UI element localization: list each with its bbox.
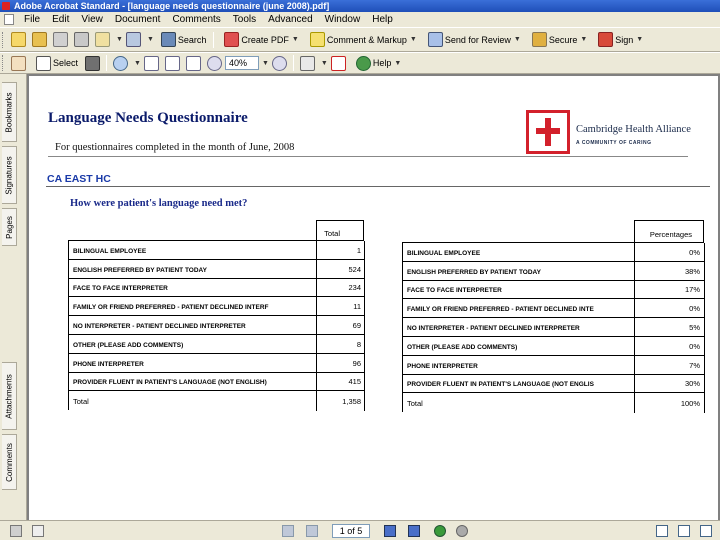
continuous-layout-icon[interactable] [678, 525, 690, 537]
toolbar-grip[interactable] [2, 32, 5, 48]
table-row [403, 375, 705, 394]
send-review-caret: ▼ [513, 36, 521, 43]
actual-size-icon[interactable] [144, 56, 159, 71]
menu-view[interactable]: View [81, 14, 103, 25]
percentages-table [402, 220, 704, 412]
menu-comments[interactable]: Comments [172, 14, 221, 25]
document-title: Language Needs Questionnaire [48, 110, 248, 126]
totals-table [68, 220, 364, 410]
first-page-icon[interactable] [282, 525, 294, 537]
table-row [403, 393, 705, 412]
navigation-panel [0, 74, 27, 520]
table-row [69, 297, 365, 316]
menu-document[interactable]: Document [114, 14, 161, 25]
table-row [69, 354, 365, 373]
snapshot-camera-icon[interactable] [85, 56, 100, 71]
tab-bookmarks[interactable] [2, 82, 17, 142]
send-review-label: Send for Review [444, 34, 511, 45]
help-question-icon [356, 56, 371, 71]
row-value: 100% [680, 399, 700, 409]
search-binoculars-icon [161, 32, 176, 47]
zoom-in-icon[interactable] [113, 56, 128, 71]
fit-page-icon[interactable] [165, 56, 180, 71]
email-icon[interactable] [95, 32, 110, 47]
tab-signatures[interactable] [2, 146, 17, 204]
row-label: Total [73, 397, 89, 407]
create-pdf-icon [224, 32, 239, 47]
row-value: 0% [689, 341, 700, 351]
acrobat-app-icon [2, 2, 10, 10]
tab-signatures-label: Signatures [4, 155, 14, 195]
row-value: 30% [684, 379, 700, 389]
toolbar-separator [106, 55, 107, 71]
secure-label: Secure [548, 34, 578, 45]
table-row [69, 373, 365, 392]
secure-button[interactable] [529, 32, 587, 47]
row-label: OTHER (PLEASE ADD COMMENTS) [73, 341, 184, 349]
print-icon[interactable] [74, 32, 89, 47]
row-label: OTHER (PLEASE ADD COMMENTS) [407, 343, 518, 351]
row-value: 11 [353, 302, 361, 312]
comment-markup-icon [310, 32, 325, 47]
comment-markup-caret: ▼ [409, 36, 417, 43]
page-number-field[interactable]: 1 of 5 [332, 524, 370, 538]
row-value: 234 [348, 283, 361, 293]
document-icon[interactable] [4, 14, 14, 25]
open-folder-icon[interactable] [32, 32, 47, 47]
logo-tagline: A COMMUNITY OF CARING [576, 140, 652, 146]
send-review-icon [428, 32, 443, 47]
rotate-caret[interactable]: ▼ [320, 59, 328, 67]
row-label: NO INTERPRETER - PATIENT DECLINED INTERPRETER [407, 324, 580, 332]
logo-cross-icon [526, 110, 570, 154]
window-title: Adobe Acrobat Standard - [language needs questionnaire (june 2008).pdf] [14, 1, 330, 11]
sign-caret: ▼ [636, 36, 644, 43]
toolbar-grip[interactable] [2, 55, 5, 71]
tab-comments[interactable] [2, 434, 17, 490]
title-bar[interactable] [0, 0, 720, 12]
table-row [403, 281, 705, 300]
menu-window[interactable]: Window [324, 14, 361, 25]
totals-column-header: Total [324, 229, 340, 238]
percentages-rows [402, 242, 704, 412]
search-label: Search [177, 34, 207, 45]
tab-pages[interactable] [2, 208, 17, 246]
hand-tool-icon[interactable] [11, 56, 26, 71]
row-label: PHONE INTERPRETER [407, 362, 478, 370]
pen-icon [598, 32, 613, 47]
table-row [69, 316, 365, 335]
column-divider [634, 243, 635, 413]
fit-width-icon[interactable] [186, 56, 201, 71]
zoom-out-icon[interactable] [207, 56, 222, 71]
comment-markup-button[interactable] [307, 32, 417, 47]
question-heading: How were patient's language need met? [70, 198, 248, 209]
send-review-button[interactable] [425, 32, 521, 47]
table-row [403, 243, 705, 262]
row-label: BILINGUAL EMPLOYEE [73, 247, 147, 255]
row-value: 69 [352, 320, 361, 330]
yahoo-toolbar-icon[interactable] [331, 56, 346, 71]
row-value: 1 [356, 245, 361, 255]
menu-edit[interactable]: Edit [52, 14, 70, 25]
new-document-icon[interactable] [11, 32, 26, 47]
row-label: Total [407, 399, 423, 409]
table-row [403, 299, 705, 318]
email-dropdown-caret[interactable]: ▼ [116, 36, 123, 43]
page-size-icon[interactable] [10, 525, 22, 537]
cambridge-health-alliance-logo [526, 110, 710, 156]
attach-paperclip-icon[interactable] [126, 32, 141, 47]
row-value: 0% [689, 304, 700, 314]
row-value: 0% [689, 247, 700, 257]
single-page-layout-icon[interactable] [656, 525, 668, 537]
zoom-tool-caret[interactable]: ▼ [134, 59, 141, 67]
text-select-icon [36, 56, 51, 71]
rotate-view-icon[interactable] [300, 56, 315, 71]
site-divider [46, 186, 710, 187]
row-label: ENGLISH PREFERRED BY PATIENT TODAY [73, 266, 207, 274]
table-row [69, 241, 365, 260]
search-button[interactable] [158, 32, 207, 47]
toolbar-separator [293, 55, 294, 71]
table-row [403, 337, 705, 356]
site-heading: CA EAST HC [47, 173, 111, 185]
row-label: FACE TO FACE INTERPRETER [73, 285, 168, 293]
tab-comments-label: Comments [4, 442, 14, 482]
table-row [403, 356, 705, 375]
table-row [69, 279, 365, 298]
toolbar-separator [213, 32, 214, 48]
row-value: 1,358 [342, 397, 361, 407]
menu-file[interactable]: File [24, 14, 41, 25]
row-value: 5% [689, 322, 700, 332]
row-value: 524 [348, 264, 361, 274]
zoom-level-caret[interactable]: ▼ [261, 59, 269, 67]
row-label: FACE TO FACE INTERPRETER [407, 287, 502, 295]
pdf-page [29, 76, 718, 520]
secure-caret: ▼ [580, 36, 588, 43]
page-thumbnail-icon[interactable] [32, 525, 44, 537]
row-value: 7% [689, 360, 700, 370]
row-value: 415 [348, 377, 361, 387]
menu-help[interactable]: Help [372, 14, 393, 25]
table-right-border [704, 243, 705, 413]
title-divider [48, 156, 688, 157]
create-pdf-caret: ▼ [291, 36, 299, 43]
row-label: PROVIDER FLUENT IN PATIENT'S LANGUAGE (NOT ENGLIS [407, 381, 594, 389]
table-row [69, 260, 365, 279]
tab-bookmarks-label: Bookmarks [4, 91, 14, 133]
save-icon[interactable] [53, 32, 68, 47]
sign-label: Sign [615, 34, 634, 45]
zoom-plus-icon[interactable] [272, 56, 287, 71]
row-label: PHONE INTERPRETER [73, 360, 144, 368]
row-value: 17% [684, 285, 700, 295]
menu-tools[interactable]: Tools [232, 14, 257, 25]
row-label: BILINGUAL EMPLOYEE [407, 249, 481, 257]
help-label: Help [372, 58, 392, 68]
tab-attachments[interactable] [2, 362, 17, 430]
sign-button[interactable] [595, 32, 643, 47]
help-button[interactable] [353, 56, 401, 71]
table-right-border [364, 241, 365, 411]
column-divider [316, 241, 317, 411]
select-tool-button[interactable] [33, 56, 78, 71]
zoom-level-field[interactable]: 40% [225, 56, 259, 70]
previous-page-icon[interactable] [306, 525, 318, 537]
row-label: FAMILY OR FRIEND PREFERRED - PATIENT DECLINED INTE [407, 306, 594, 314]
table-row [403, 262, 705, 281]
table-row [403, 318, 705, 337]
totals-rows [68, 240, 364, 410]
logo-name: Cambridge Health Alliance [576, 124, 691, 135]
document-subtitle: For questionnaires completed in the month of June, 2008 [55, 142, 295, 153]
create-pdf-button[interactable] [221, 32, 298, 47]
table-row [69, 335, 365, 354]
row-label: ENGLISH PREFERRED BY PATIENT TODAY [407, 268, 541, 276]
help-caret: ▼ [394, 59, 402, 67]
row-value: 8 [356, 339, 361, 349]
row-value: 96 [352, 358, 361, 368]
navigation-toolbar [0, 52, 720, 74]
comment-markup-label: Comment & Markup [326, 34, 407, 45]
tab-pages-label: Pages [4, 215, 14, 239]
menu-advanced[interactable]: Advanced [268, 14, 313, 25]
percentages-column-header: Percentages [649, 230, 692, 239]
row-label: FAMILY OR FRIEND PREFERRED - PATIENT DECLINED INTERF [73, 304, 269, 312]
table-row [69, 391, 365, 410]
next-view-icon[interactable] [456, 525, 468, 537]
attach-dropdown-caret[interactable]: ▼ [146, 36, 154, 43]
create-pdf-label: Create PDF [241, 34, 289, 45]
row-value: 38% [684, 266, 700, 276]
document-view[interactable] [27, 74, 720, 520]
lock-icon [532, 32, 547, 47]
last-page-icon[interactable] [408, 525, 420, 537]
tab-attachments-label: Attachments [4, 373, 14, 419]
facing-layout-icon[interactable] [700, 525, 712, 537]
next-page-icon[interactable] [384, 525, 396, 537]
status-bar [0, 520, 720, 540]
row-label: NO INTERPRETER - PATIENT DECLINED INTERPRETER [73, 322, 246, 330]
menu-bar [0, 12, 720, 27]
row-label: PROVIDER FLUENT IN PATIENT'S LANGUAGE (NOT ENGLISH) [73, 379, 267, 387]
select-label: Select [53, 58, 79, 68]
previous-view-icon[interactable] [434, 525, 446, 537]
file-toolbar [0, 27, 720, 52]
